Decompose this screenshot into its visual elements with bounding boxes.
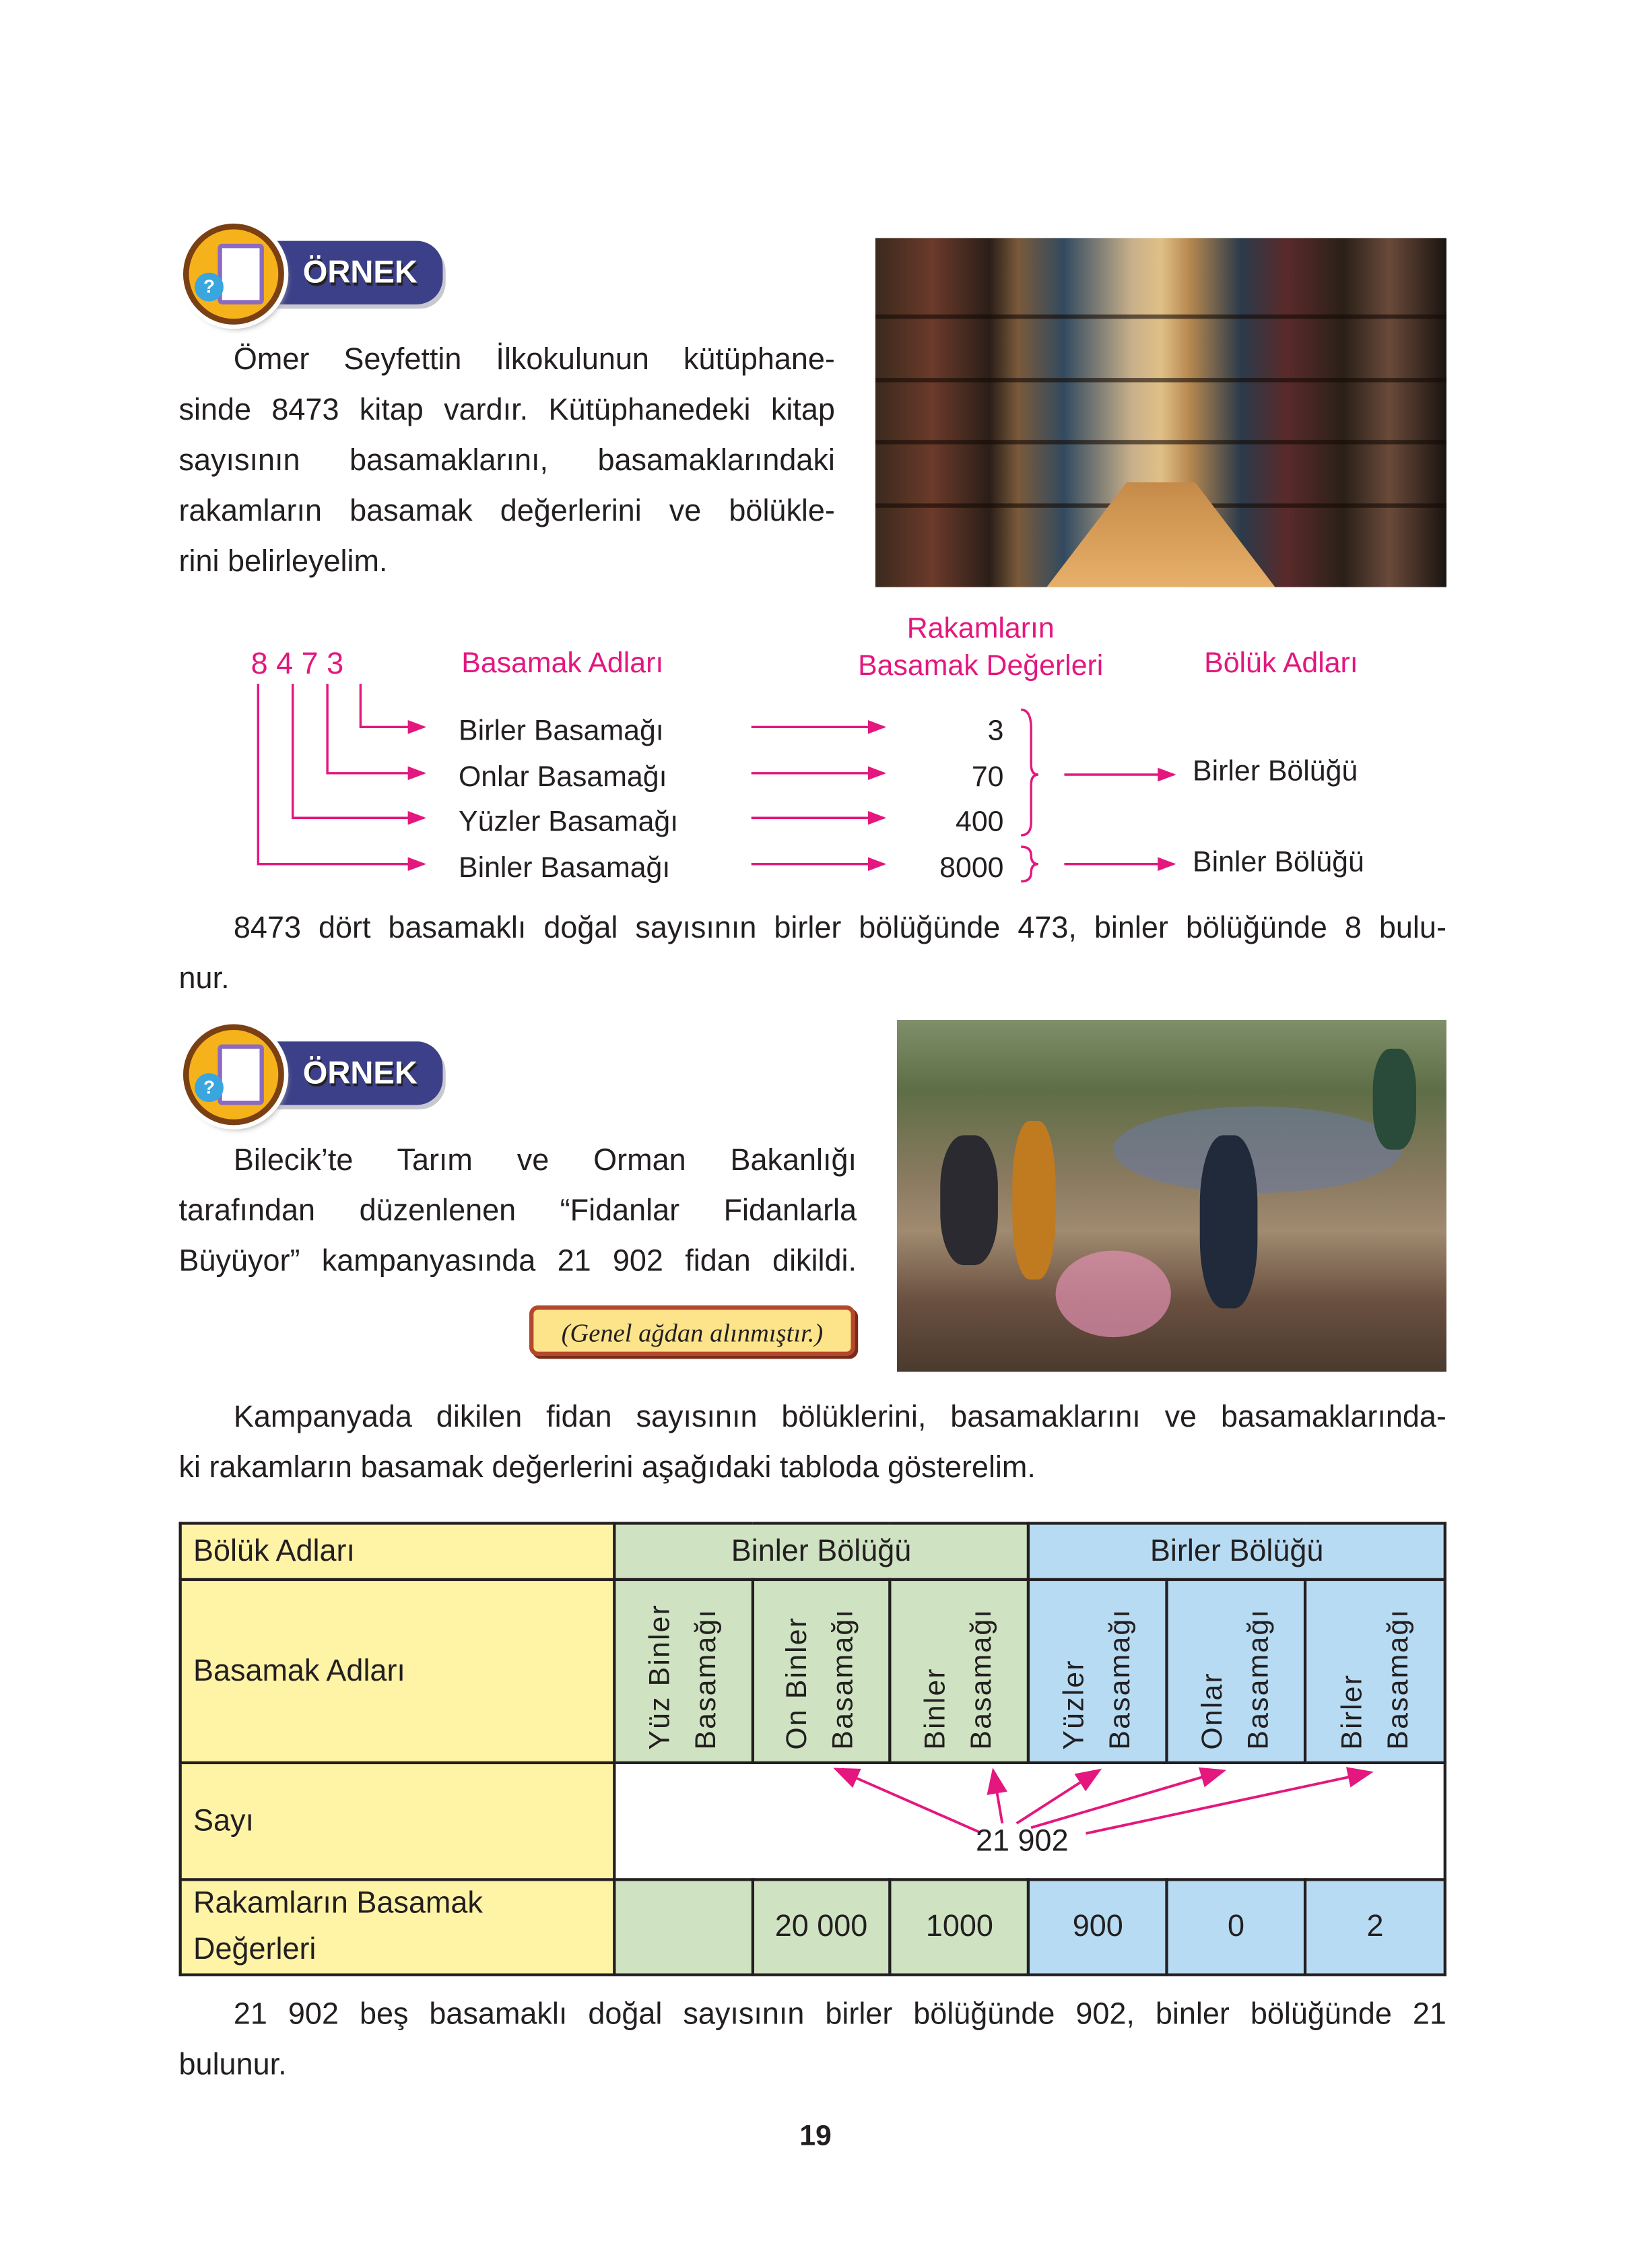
basamak-value: 70 bbox=[971, 760, 1004, 793]
basamak-list bbox=[459, 710, 678, 892]
boluk-birler: Birler Bölüğü bbox=[1193, 756, 1358, 788]
example1-conclusion: 8473 dört basamaklı doğal sayısının birler bölüğünde 473, binler bölüğünde 8 bulu- nur. bbox=[178, 911, 1446, 996]
badge-label: ÖRNEK bbox=[302, 253, 418, 290]
birler-boluk-header: Birler Bölüğü bbox=[1029, 1523, 1445, 1580]
binler-boluk-header: Binler Bölüğü bbox=[614, 1523, 1029, 1580]
value-cell: 20 000 bbox=[752, 1879, 890, 1974]
page-number: 19 bbox=[799, 2120, 832, 2153]
row-label-sayi: Sayı bbox=[180, 1763, 614, 1879]
basamak-name: Yüzler Basamağı bbox=[458, 806, 679, 839]
boluk-binler: Binler Bölüğü bbox=[1193, 847, 1364, 879]
column-header: Binler Basamağı bbox=[890, 1580, 1028, 1763]
clipboard-icon: ? bbox=[183, 1024, 284, 1125]
source-tag: (Genel ağdan alınmıştır.) bbox=[529, 1305, 855, 1356]
value-cell: 900 bbox=[1029, 1879, 1167, 1974]
example1-text: Ömer Seyfettin İlkokulunun kütüphane- sinde 8473 kitap vardır. Kütüphanedeki kitap sayısının basamaklarını, basamaklarındaki rakamların basamak değerlerini ve bölükle- rini belirleyelim. bbox=[178, 343, 835, 579]
header-boluk-adlari: Bölük Adları bbox=[1204, 647, 1358, 680]
badge-label: ÖRNEK bbox=[302, 1054, 418, 1091]
basamak-name: Binler Basamağı bbox=[458, 851, 671, 884]
row-label-basamak: Basamak Adları bbox=[180, 1580, 614, 1763]
basamak-value: 3 bbox=[987, 715, 1004, 748]
column-header: Birler Basamağı bbox=[1305, 1580, 1445, 1763]
value-cell bbox=[614, 1879, 752, 1974]
example2-conclusion: 21 902 beş basamaklı doğal sayısının birler bölüğünde 902, binler bölüğünde 21 bulunur. bbox=[178, 1997, 1446, 2082]
number-value: 21 902 bbox=[976, 1824, 1069, 1858]
column-header: Yüzler Basamağı bbox=[1029, 1580, 1167, 1763]
example2-text: Bilecik’te Tarım ve Orman Bakanlığı tarafından düzenlenen “Fidanlar Fidanlarla Büyüyor” kampanyasında 21 902 fidan dikildi. bbox=[178, 1144, 857, 1278]
header-basamak-adlari: Basamak Adları bbox=[461, 647, 664, 680]
value-list bbox=[908, 710, 1003, 892]
clipboard-icon: ? bbox=[183, 224, 284, 325]
column-header: On Binler Basamağı bbox=[752, 1580, 890, 1763]
column-header: Yüz Binler Basamağı bbox=[614, 1580, 752, 1763]
number-arrows bbox=[615, 1764, 1448, 1878]
place-value-table bbox=[179, 1522, 1446, 1976]
basamak-name: Onlar Basamağı bbox=[458, 760, 667, 793]
row-label-degerler: Rakamların Basamak Değerleri bbox=[180, 1879, 614, 1974]
column-header: Onlar Basamağı bbox=[1167, 1580, 1305, 1763]
header-basamak-degerleri: Rakamların Basamak Değerleri bbox=[858, 613, 1104, 682]
value-cell: 2 bbox=[1305, 1879, 1445, 1974]
example-badge bbox=[180, 1024, 447, 1125]
basamak-name: Birler Basamağı bbox=[458, 715, 664, 748]
example2-intro: Kampanyada dikilen fidan sayısının bölüklerini, basamaklarını ve basamaklarında- ki rakamların basamak değerlerini aşağıdaki tabloda gösterelim. bbox=[178, 1400, 1446, 1485]
row-label-boluk: Bölük Adları bbox=[180, 1523, 614, 1580]
diagram-number: 8 4 7 3 bbox=[251, 647, 344, 681]
number-cell bbox=[614, 1763, 1445, 1879]
diagram-arrows bbox=[0, 0, 1631, 924]
basamak-value: 8000 bbox=[939, 851, 1004, 884]
value-cell: 1000 bbox=[890, 1879, 1028, 1974]
value-cell: 0 bbox=[1167, 1879, 1305, 1974]
tree-planting-photo bbox=[897, 1020, 1446, 1372]
basamak-value: 400 bbox=[956, 806, 1004, 839]
